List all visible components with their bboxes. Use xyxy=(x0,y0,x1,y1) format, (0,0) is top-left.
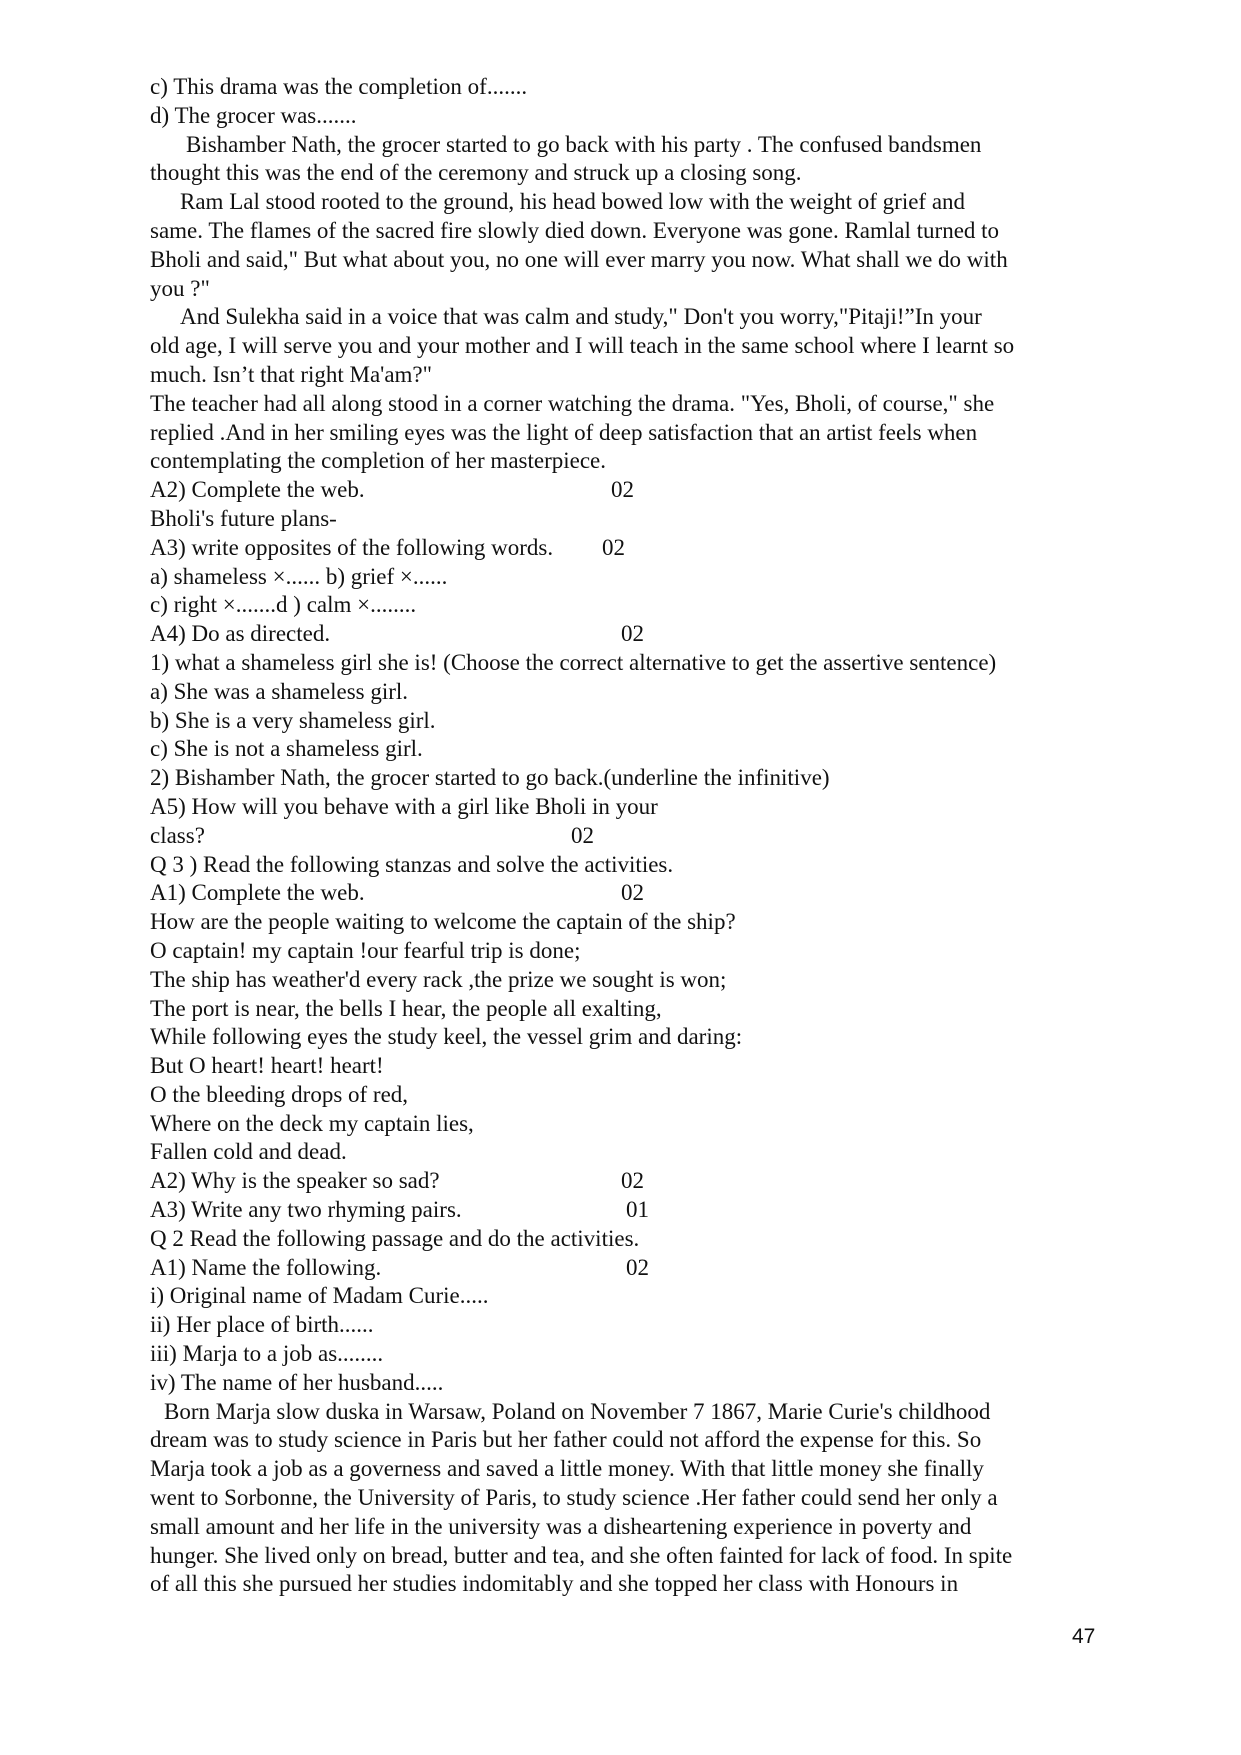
activity-item: a) shameless ×...... b) grief ×...... xyxy=(150,563,448,589)
activity-item: i) Original name of Madam Curie..... xyxy=(150,1283,489,1309)
passage-line: Born Marja slow duska in Warsaw, Poland on November 7 1867, Marie Curie's childhood xyxy=(164,1398,991,1424)
passage-line: hunger. She lived only on bread, butter and tea, and she often fainted for lack of food. In spite xyxy=(150,1542,1013,1568)
poem-line: The port is near, the bells I hear, the people all exalting, xyxy=(150,995,662,1021)
activity-a2 xyxy=(150,476,1100,505)
activity-option: a) She was a shameless girl. xyxy=(150,678,409,704)
marks: 02 xyxy=(621,880,644,906)
poem-line: Where on the deck my captain lies, xyxy=(150,1110,474,1136)
q3-activity-a3 xyxy=(150,1196,1100,1225)
page-number: 47 xyxy=(1072,1625,1096,1648)
activity-text: A2) Why is the speaker so sad? xyxy=(150,1168,440,1194)
activity-item: 2) Bishamber Nath, the grocer started to go back.(underline the infinitive) xyxy=(150,765,830,791)
passage-line: And Sulekha said in a voice that was calm and study," Don't you worry,"Pitaji!”In your xyxy=(180,304,982,330)
marks: 02 xyxy=(621,621,644,647)
activity-sub: Bholi's future plans- xyxy=(150,505,337,531)
poem-line: O the bleeding drops of red, xyxy=(150,1081,409,1107)
activity-text: A1) Name the following. xyxy=(150,1254,382,1280)
passage-line: dream was to study science in Paris but her father could not afford the expense for this. So xyxy=(150,1427,982,1453)
passage-line: small amount and her life in the university was a disheartening experience in poverty and xyxy=(150,1513,972,1539)
passage-line: thought this was the end of the ceremony and struck up a closing song. xyxy=(150,160,802,186)
activity-option: b) She is a very shameless girl. xyxy=(150,707,436,733)
activity-a3 xyxy=(150,534,1100,563)
question-d: d) The grocer was....... xyxy=(150,102,357,128)
poem-line: The ship has weather'd every rack ,the prize we sought is won; xyxy=(150,966,727,992)
passage-line: went to Sorbonne, the University of Paris, to study science .Her father could send her only a xyxy=(150,1485,998,1511)
poem-line: O captain! my captain !our fearful trip is done; xyxy=(150,937,581,963)
activity-a5: A5) How will you behave with a girl like Bholi in your xyxy=(150,793,658,819)
passage-line: Ram Lal stood rooted to the ground, his head bowed low with the weight of grief and xyxy=(180,189,966,215)
question-2-heading: Q 2 Read the following passage and do the activities. xyxy=(150,1225,640,1251)
marks: 02 xyxy=(602,534,625,560)
passage-line: same. The flames of the sacred fire slowly died down. Everyone was gone. Ramlal turned to xyxy=(150,217,1000,243)
activity-text: class? xyxy=(150,822,205,848)
poem-line: Fallen cold and dead. xyxy=(150,1139,347,1165)
marks: 02 xyxy=(571,822,594,848)
q3-activity-a1 xyxy=(150,879,1100,908)
passage-line: contemplating the completion of her masterpiece. xyxy=(150,448,607,474)
activity-a4 xyxy=(150,620,1100,649)
passage-line: of all this she pursued her studies indomitably and she topped her class with Honours in xyxy=(150,1571,959,1597)
activity-text: A3) Write any two rhyming pairs. xyxy=(150,1197,462,1223)
q3-activity-a2 xyxy=(150,1167,1100,1196)
passage-line: The teacher had all along stood in a corner watching the drama. "Yes, Bholi, of course," she xyxy=(150,390,995,416)
passage-line: much. Isn’t that right Ma'am?" xyxy=(150,361,433,387)
activity-sub: How are the people waiting to welcome the captain of the ship? xyxy=(150,909,736,935)
marks: 02 xyxy=(611,477,634,503)
marks: 02 xyxy=(626,1254,649,1280)
passage-line: Marja took a job as a governess and saved a little money. With that little money she finally xyxy=(150,1456,984,1482)
marks: 02 xyxy=(621,1168,644,1194)
poem-line: While following eyes the study keel, the vessel grim and daring: xyxy=(150,1024,743,1050)
activity-item: iv) The name of her husband..... xyxy=(150,1369,444,1395)
passage-line: Bholi and said," But what about you, no one will ever marry you now. What shall we do with xyxy=(150,246,1008,272)
marks: 01 xyxy=(626,1197,649,1223)
passage-line: you ?" xyxy=(150,275,210,301)
passage-line: replied .And in her smiling eyes was the light of deep satisfaction that an artist feels when xyxy=(150,419,978,445)
activity-a5-cont xyxy=(150,822,1100,851)
q2-activity-a1 xyxy=(150,1254,1100,1283)
passage-line: Bishamber Nath, the grocer started to go back with his party . The confused bandsmen xyxy=(186,131,982,157)
passage-line: old age, I will serve you and your mother and I will teach in the same school where I learnt so xyxy=(150,333,1015,359)
document-page xyxy=(150,73,1100,1599)
activity-item: iii) Marja to a job as........ xyxy=(150,1341,384,1367)
question-3-heading: Q 3 ) Read the following stanzas and solve the activities. xyxy=(150,851,674,877)
activity-text: A4) Do as directed. xyxy=(150,621,331,647)
activity-text: A1) Complete the web. xyxy=(150,880,365,906)
activity-text: A2) Complete the web. xyxy=(150,477,365,503)
activity-item: 1) what a shameless girl she is! (Choose the correct alternative to get the assertive sentence) xyxy=(150,649,997,675)
activity-item: ii) Her place of birth...... xyxy=(150,1312,374,1338)
question-c: c) This drama was the completion of....... xyxy=(150,74,528,99)
activity-item: c) right ×.......d ) calm ×........ xyxy=(150,592,417,618)
activity-text: A3) write opposites of the following words. xyxy=(150,534,554,560)
poem-line: But O heart! heart! heart! xyxy=(150,1053,384,1079)
activity-option: c) She is not a shameless girl. xyxy=(150,736,423,762)
